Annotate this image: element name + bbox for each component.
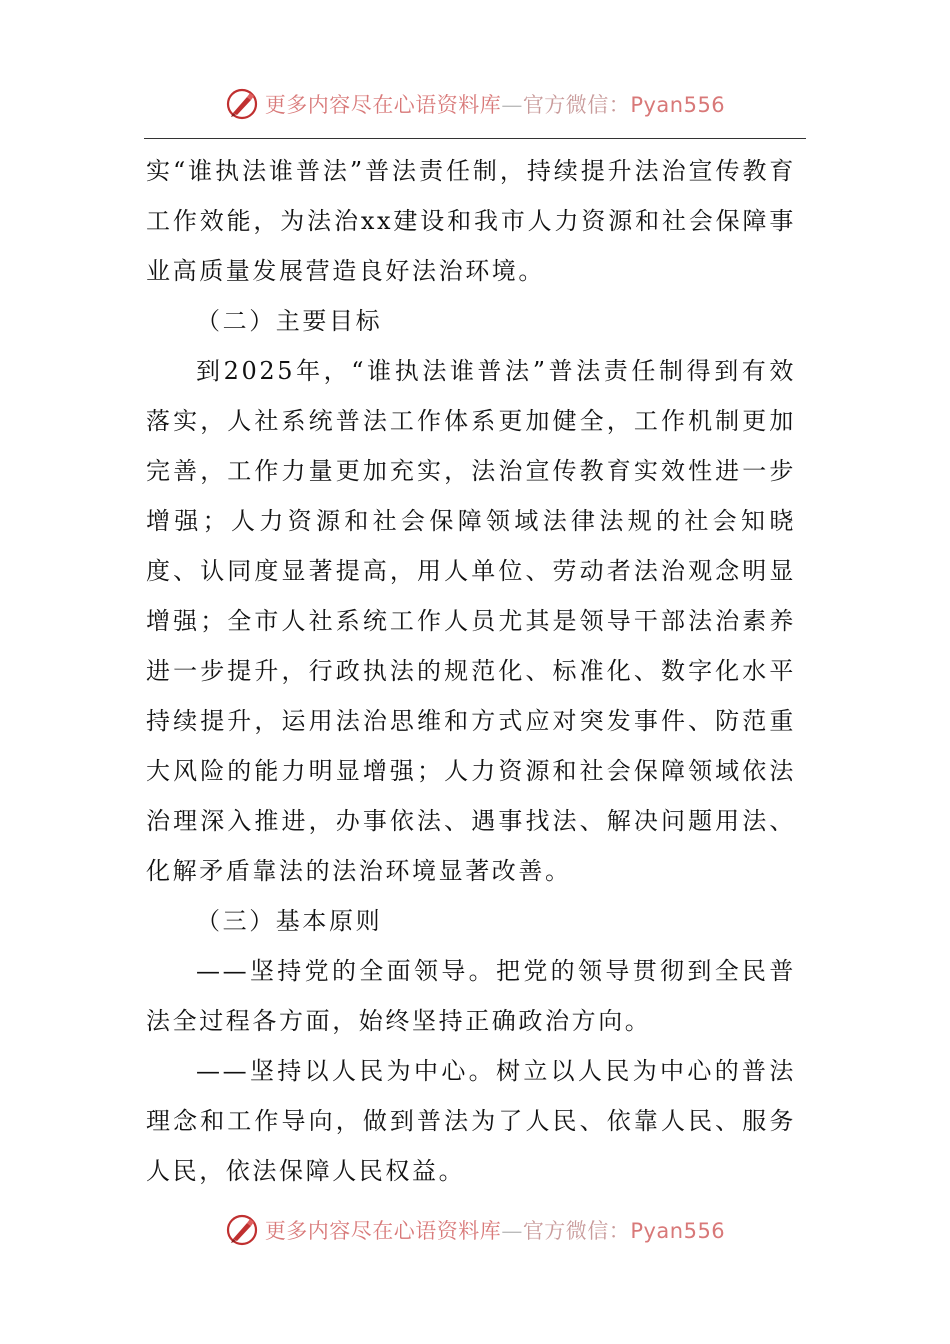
header-separator: — [501, 93, 523, 117]
footer-banner [0, 1210, 950, 1250]
header-wechat-id: Pyan556 [630, 93, 726, 117]
paragraph-principle-party-leadership: ——坚持党的全面领导。把党的领导贯彻到全民普法全过程各方面，始终坚持正确政治方向。 [146, 957, 796, 1035]
pen-logo-icon [225, 87, 259, 121]
footer-site-text: 更多内容尽在心语资料库 [264, 1219, 502, 1243]
footer-wechat-label: 官方微信： [522, 1219, 631, 1243]
footer-separator: — [501, 1219, 523, 1243]
paragraph-principle-people-centered: ——坚持以人民为中心。树立以人民为中心的普法理念和工作导向，做到普法为了人民、依靠人民、服务人民，依法保障人民权益。 [146, 1057, 796, 1185]
document-body [146, 146, 796, 1196]
footer-banner-text [265, 1215, 725, 1245]
paragraph-continued: 实“谁执法谁普法”普法责任制，持续提升法治宣传教育工作效能，为法治xx建设和我市人力资源和社会保障事业高质量发展营造良好法治环境。 [146, 157, 796, 285]
pen-logo-icon [225, 1213, 259, 1247]
header-banner-text [265, 89, 725, 119]
paragraph-main-goals: 到2025年，“谁执法谁普法”普法责任制得到有效落实，人社系统普法工作体系更加健全，工作机制更加完善，工作力量更加充实，法治宣传教育实效性进一步增强；人力资源和社会保障领域法律法规的社会知晓度、认同度显著提高，用人单位、劳动者法治观念明显增强；全市人社系统工作人员尤其是领导干部法治素养进一步提升，行政执法的规范化、标准化、数字化水平持续提升，运用法治思维和方式应对突发事件、防范重大风险的能力明显增强；人力资源和社会保障领域依法治理深入推进，办事依法、遇事找法、解决问题用法、化解矛盾靠法的法治环境显著改善。 [146, 357, 796, 885]
footer-wechat-id: Pyan556 [630, 1219, 726, 1243]
header-rule [144, 138, 806, 139]
header-banner [0, 84, 950, 124]
header-wechat-label: 官方微信： [522, 93, 631, 117]
header-site-text: 更多内容尽在心语资料库 [264, 93, 502, 117]
section-heading-basic-principles: （三）基本原则 [196, 907, 383, 935]
section-heading-main-goals: （二）主要目标 [196, 307, 383, 335]
